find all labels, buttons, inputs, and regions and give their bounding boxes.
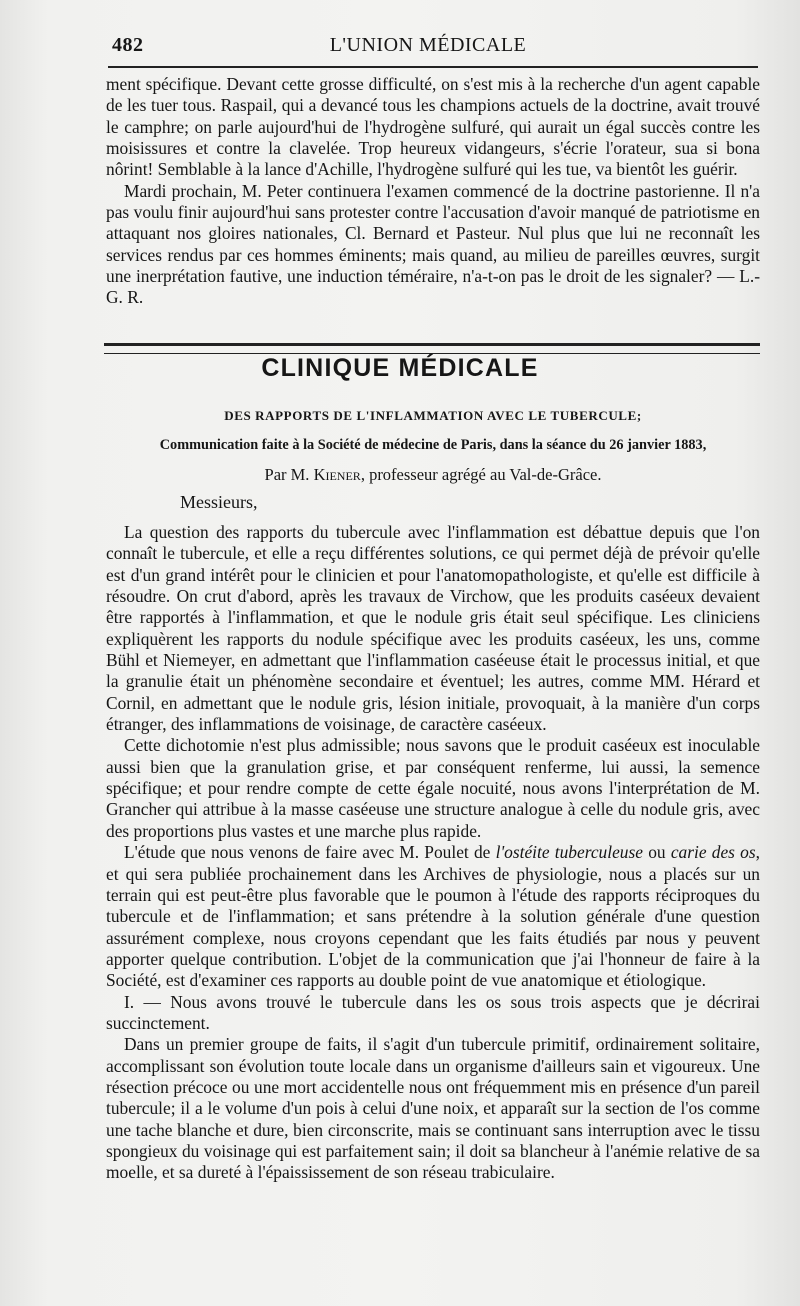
p3-italic-carie: carie des os [670,842,756,863]
p3-text-mid: ou [642,842,671,863]
intro-paragraph-2: Mardi prochain, M. Peter continuera l'examen commencé de la doctrine pastorienne. Il n'a pas voulu finir aujourd'hui sans protester contre l'accusation d'avoir manqué de patriotisme en attaquant nos gloires nationales, Cl. Bernard et Pasteur. Nul plus que lui ne reconnaît les services rendus par ces hommes éminents; mais quand, au milieu de pareilles œuvres, surgit une inerprétation fautive, une induction téméraire, n'a-t-on pas le droit de les signaler? — L.-G. R. [106,180,760,308]
p3-text-end: , et qui sera publiée prochainement dans les Archives de physiologie, nous a placés sur un terrain qui est peut-être plus favorable que le poumon à l'étude des rapports réciproques du tubercule et de l'inflammation; et sans prétendre à la solution générale d'une question assurément complexe, nous croyons cependant que les faits étudiés par nous y peuvent apporter quelque contribution. L'objet de la communication que j'ai l'honneur de faire à la Société, est d'examiner ces rapports au double point de vue anatomique et étiologique. [106,842,760,991]
article-paragraph-5: Dans un premier groupe de faits, il s'agit d'un tubercule primitif, ordinairement solitaire, accomplissant son évolution toute locale dans un organisme d'ailleurs sain et vigoureux. Une résection précoce ou une mort accidentelle nous ont fréquemment mis en présence d'un pareil tubercule; il a le volume d'un pois à celui d'une noix, et apparaît sur la section de l'os comme une tache blanche et dure, bien circonscrite, mais se continuant sans interruption avec le tissu spongieux du voisinage qui est parfaitement sain; il doit sa blancheur à l'anémie relative de sa moelle, et sa dureté à l'épaississement de son réseau trabiculaire. [106,1034,760,1183]
p3-text-start: L'étude que nous venons de faire avec M. Poulet de [124,842,496,863]
author-affiliation: , professeur agrégé au Val-de-Grâce. [360,465,602,484]
author-prefix: Par M. [264,465,310,484]
page-number: 482 [112,34,144,56]
header-rule [108,66,758,68]
article-paragraph-3 [106,842,760,991]
communication-note: Communication faite à la Société de médecine de Paris, dans la séance du 26 janvier 1883, [159,437,707,453]
section-title: CLINIQUE MÉDICALE [261,354,539,382]
article-body [106,522,760,1184]
article-paragraph-1: La question des rapports du tubercule avec l'inflammation est débattue depuis que l'on connaît le tubercule, et elle a reçu différentes solutions, ce qui permet déjà de prévoir qu'elle est d'un grand intérêt pour le clinicien et pour l'anatomopathologiste, et qu'elle est difficile à résoudre. On crut d'abord, après les travaux de Virchow, que les produits caséeux devaient être rapportés à l'inflammation, et que le nodule gris était seul spécifique. Les cliniciens expliquèrent les rapports du nodule spécifique avec les produits caséeux, les uns, comme Bühl et Niemeyer, en admettant que l'inflammation caséeuse était le processus initial, et que la granulie était un phénomène secondaire et éventuel; les autres, comme MM. Hérard et Cornil, en admettant que le nodule gris, lésion initiale, provoquait, à la manière d'un corps étranger, des inflammations de voisinage, de caractère caséeux. [106,522,760,735]
running-header [98,34,758,60]
p3-italic-osteite: l'ostéite tuberculeuse [495,842,643,863]
article-subtitle: DES RAPPORTS DE L'INFLAMMATION AVEC LE TUBERCULE; [224,408,642,423]
article-paragraph-4: I. — Nous avons trouvé le tubercule dans les os sous trois aspects que je décrirai succinctement. [106,991,760,1033]
salutation: Messieurs, [180,492,258,512]
author-name: Kiener [313,465,361,484]
journal-title: L'UNION MÉDICALE [329,34,527,56]
author-line [106,465,760,485]
section-double-rule [104,343,760,354]
article-paragraph-2: Cette dichotomie n'est plus admissible; nous savons que le produit caséeux est inoculable aussi bien que la granulation grise, et par conséquent renferme, lui aussi, la semence spécifique; et pour rendre compte de cette égale nocuité, nous avons l'interprétation de M. Grancher qui attribue à la masse caséeuse une structure analogue à celle du nodule gris, avec des proportions plus vastes et une marche plus rapide. [106,735,760,841]
intro-text [106,74,760,309]
intro-paragraph-1: ment spécifique. Devant cette grosse difficulté, on s'est mis à la recherche d'un agent capable de les tuer tous. Raspail, qui a devancé tous les champions actuels de la doctrine, avait trouvé le camphre; on parle aujourd'hui de l'hydrogène sulfuré, qui aurait un égal succès contre les moisissures et contre la clavelée. Trop heureux vidangeurs, s'écrie l'orateur, sua si bona nôrint! Semblable à la lance d'Achille, l'hydrogène sulfuré qui les tue, va bientôt les guérir. [106,74,760,180]
